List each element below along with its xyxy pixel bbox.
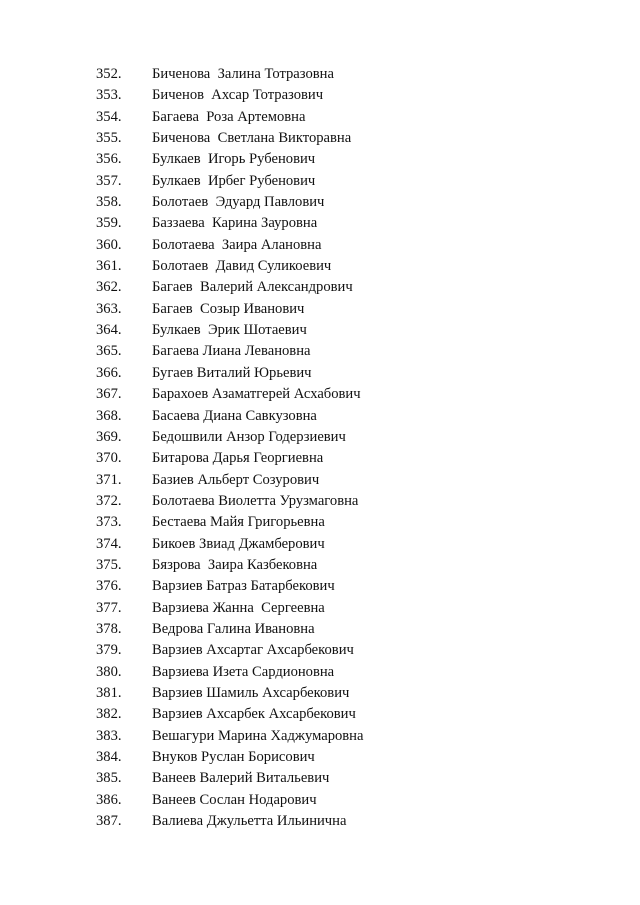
entry-number: 372. [96,492,122,509]
list-item [0,172,640,193]
entry-full-name: Булкаев Ирбег Рубенович [152,172,316,189]
entry-full-name: Биченова Залина Тотразовна [152,66,334,82]
list-item [0,577,640,598]
list-item [0,193,640,214]
entry-number: 355. [96,130,122,147]
entry-full-name: Булкаев Эрик Шотаевич [152,322,307,339]
entry-full-name: Бугаев Виталий Юрьевич [152,364,312,381]
entry-full-name: Барахоев Азаматгерей Асхабович [152,386,361,403]
list-item [0,620,640,641]
entry-number: 358. [96,194,122,211]
entry-full-name: Валиева Джульетта Ильинична [152,813,347,830]
list-item [0,86,640,107]
entry-full-name: Ванеев Валерий Витальевич [152,770,330,787]
entry-number: 354. [96,108,122,125]
entry-number: 365. [96,343,122,360]
entry-full-name: Ведрова Галина Ивановна [152,620,315,637]
entry-number: 380. [96,663,122,680]
list-item [0,129,640,150]
list-item [0,278,640,299]
list-item [0,705,640,726]
entry-full-name: Базиев Альберт Созурович [152,471,320,488]
entry-number: 363. [96,300,122,317]
list-item [0,727,640,748]
entry-number: 377. [96,599,122,616]
entry-full-name: Ванеев Сослан Нодарович [152,791,317,808]
entry-full-name: Баззаева Карина Зауровна [152,215,318,232]
list-item [0,556,640,577]
entry-full-name: Варзиев Ахсарбек Ахсарбекович [152,706,356,723]
list-item [0,748,640,769]
entry-number: 353. [96,87,122,104]
entry-full-name: Варзиев Ахсартаг Ахсарбекович [152,642,354,659]
entry-number: 374. [96,535,122,552]
name-list [0,65,640,833]
list-item [0,791,640,812]
entry-full-name: Булкаев Игорь Рубенович [152,151,316,168]
list-item [0,407,640,428]
entry-full-name: Болотаев Давид Суликоевич [152,258,332,275]
list-item [0,812,640,833]
entry-number: 369. [96,428,122,445]
entry-full-name: Болотаев Эдуард Павлович [152,194,325,211]
entry-full-name: Бикоев Звиад Джамберович [152,535,325,552]
entry-number: 357. [96,172,122,189]
list-item [0,492,640,513]
list-item [0,449,640,470]
list-item [0,108,640,129]
list-item [0,535,640,556]
list-item [0,428,640,449]
entry-number: 379. [96,642,122,659]
list-item [0,599,640,620]
entry-number: 385. [96,770,122,787]
entry-full-name: Битарова Дарья Георгиевна [152,450,324,467]
entry-number: 367. [96,386,122,403]
list-item [0,257,640,278]
list-item [0,321,640,342]
list-item [0,364,640,385]
entry-number: 378. [96,620,122,637]
entry-full-name: Багаева Лиана Левановна [152,343,311,360]
entry-number: 382. [96,706,122,723]
entry-number: 376. [96,578,122,595]
entry-number: 371. [96,471,122,488]
entry-number: 352. [96,66,122,82]
list-item [0,641,640,662]
list-item [0,342,640,363]
entry-number: 361. [96,258,122,275]
entry-number: 364. [96,322,122,339]
entry-full-name: Бязрова Заира Казбековна [152,556,318,573]
list-item [0,684,640,705]
list-item [0,663,640,684]
entry-number: 368. [96,407,122,424]
entry-full-name: Варзиева Изета Сардионовна [152,663,335,680]
entry-full-name: Басаева Диана Савкузовна [152,407,317,424]
entry-number: 383. [96,727,122,744]
entry-number: 356. [96,151,122,168]
entry-full-name: Биченова Светлана Викторавна [152,130,352,147]
entry-full-name: Внуков Руслан Борисович [152,749,315,765]
entry-full-name: Бедошвили Анзор Годерзиевич [152,428,346,445]
list-item [0,65,640,86]
list-item [0,471,640,492]
entry-full-name: Багаева Роза Артемовна [152,108,306,125]
list-item [0,150,640,171]
entry-number: 360. [96,236,122,253]
entry-number: 381. [96,684,122,701]
entry-number: 362. [96,279,122,296]
entry-number: 366. [96,364,122,381]
entry-full-name: Варзиева Жанна Сергеевна [152,599,325,616]
list-item [0,214,640,235]
entry-number: 373. [96,514,122,531]
entry-full-name: Варзиев Батраз Батарбекович [152,578,335,595]
entry-full-name: Багаев Созыр Иванович [152,300,305,317]
entry-number: 370. [96,450,122,467]
entry-full-name: Болотаева Виолетта Урузмаговна [152,492,359,509]
entry-full-name: Варзиев Шамиль Ахсарбекович [152,684,350,701]
list-item [0,300,640,321]
list-item [0,385,640,406]
list-item [0,236,640,257]
entry-number: 384. [96,749,122,765]
entry-number: 359. [96,215,122,232]
entry-full-name: Вешагури Марина Хаджумаровна [152,727,364,744]
entry-full-name: Багаев Валерий Александрович [152,279,353,296]
entry-number: 387. [96,813,122,830]
entry-full-name: Бестаева Майя Григорьевна [152,514,325,531]
entry-full-name: Болотаева Заира Алановна [152,236,322,253]
entry-number: 386. [96,791,122,808]
list-item [0,513,640,534]
entry-number: 375. [96,556,122,573]
entry-full-name: Биченов Ахсар Тотразович [152,87,324,104]
list-item [0,769,640,790]
